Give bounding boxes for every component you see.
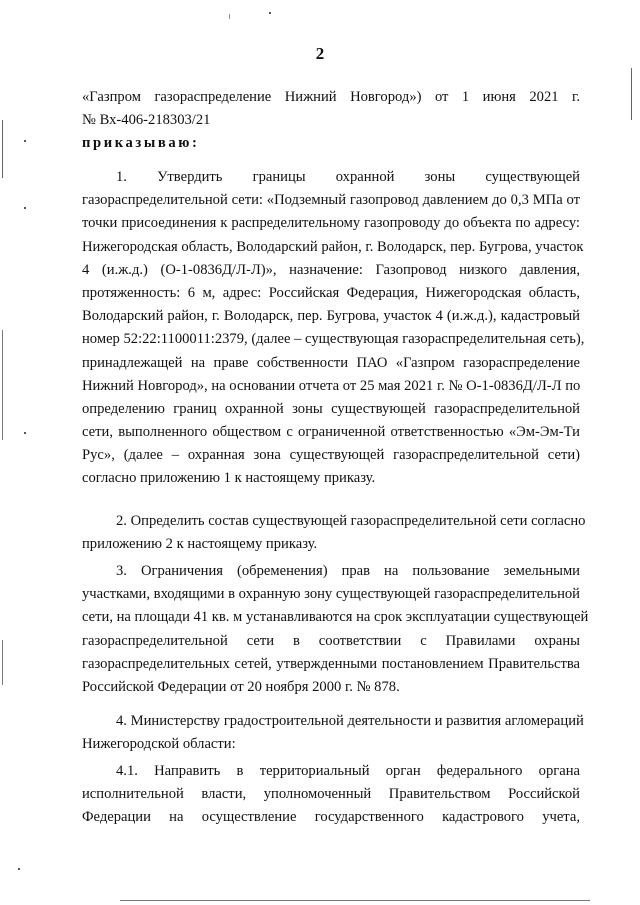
paragraph-line: 3. Ограничения (обременения) прав на пользование земельными [116, 563, 580, 579]
paragraph-line: газораспределительной сети в соответствии с Правилами охраны [82, 632, 580, 649]
scan-artifact [229, 14, 230, 19]
paragraph-line: согласно приложению 1 к настоящему приказу. [82, 470, 376, 487]
paragraph-line: Федерации на осуществление государственного кадастрового учета, [82, 809, 580, 826]
paragraph-line: участками, входящими в охранную зону существующей газораспределительной [82, 586, 580, 603]
header-line-2: № Вх-406-218303/21 [82, 112, 211, 129]
paragraph-line: точки присоединения к распределительному газопроводу до объекта по адресу: [82, 215, 580, 232]
paragraph-line: номер 52:22:1100011:2379, (далее – существующая газораспределительная сеть), [82, 331, 585, 348]
paragraph-line: сети, выполненного обществом с ограниченной ответственностью «Эм-Эм-Ти [82, 424, 580, 441]
paragraph-line: 4 (и.ж.д.) (О-1-0836Д/Л-Л)», назначение: Газопровод низкого давления, [82, 261, 580, 278]
scan-artifact [631, 68, 632, 120]
scan-artifact [2, 330, 3, 440]
paragraph-line: Российской Федерации от 20 ноября 2000 г. № 878. [82, 678, 400, 695]
paragraph-line: Нижний Новгород», на основании отчета от 25 мая 2021 г. № О-1-0836Д/Л-Л по [82, 377, 581, 394]
order-word: приказываю: [82, 135, 200, 152]
paragraph-4 [82, 710, 584, 756]
paragraph-line: Нижегородской области: [82, 736, 236, 753]
paragraph-line: 4. Министерству градостроительной деятельности и развития агломераций [116, 713, 584, 729]
scan-artifact [24, 207, 26, 209]
paragraph-3 [82, 560, 589, 699]
page-number: 2 [315, 44, 325, 63]
paragraph-line: Володарский район, г. Володарск, пер. Бугрова, участок 4 (и.ж.д.), кадастровый [82, 308, 580, 325]
paragraph-line: 1. Утвердить границы охранной зоны существующей [116, 169, 580, 185]
scan-artifact [2, 640, 3, 685]
paragraph-5 [82, 760, 580, 830]
paragraph-line: исполнительной власти, уполномоченный Правительством Российской [82, 786, 580, 803]
scan-artifact [269, 12, 271, 14]
scan-artifact [24, 140, 26, 142]
paragraph-line: Нижегородская область, Володарский район, г. Володарск, пер. Бугрова, участок [82, 238, 584, 255]
paragraph-line: газораспределительных сетей, утвержденными постановлением Правительства [82, 655, 580, 672]
paragraph-1 [82, 166, 585, 491]
header-line-1: «Газпром газораспределение Нижний Новгород») от 1 июня 2021 г. [82, 89, 580, 105]
header-block [82, 86, 580, 156]
scan-artifact [18, 868, 20, 870]
paragraph-line: приложению 2 к настоящему приказу. [82, 536, 318, 553]
paragraph-line: принадлежащей на праве собственности ПАО «Газпром газораспределение [82, 354, 580, 371]
paragraph-line: сети, на площади 41 кв. м устанавливаются на срок эксплуатации существующей [82, 609, 589, 626]
scan-artifact [2, 120, 3, 178]
paragraph-line: газораспределительной сети: «Подземный газопровод давлением до 0,3 МПа от [82, 192, 580, 209]
scan-artifact [24, 432, 26, 434]
paragraph-line: 4.1. Направить в территориальный орган федерального органа [116, 763, 580, 779]
paragraph-line: определению границ охранной зоны существующей газораспределительной [82, 400, 580, 417]
paragraph-line: Рус», (далее – охранная зона существующей газораспределительной сети) [82, 447, 580, 464]
scan-artifact [120, 900, 590, 901]
paragraph-line: 2. Определить состав существующей газораспределительной сети согласно [116, 513, 586, 529]
paragraph-line: протяженность: 6 м, адрес: Российская Федерация, Нижегородская область, [82, 284, 580, 301]
paragraph-2 [82, 510, 586, 556]
